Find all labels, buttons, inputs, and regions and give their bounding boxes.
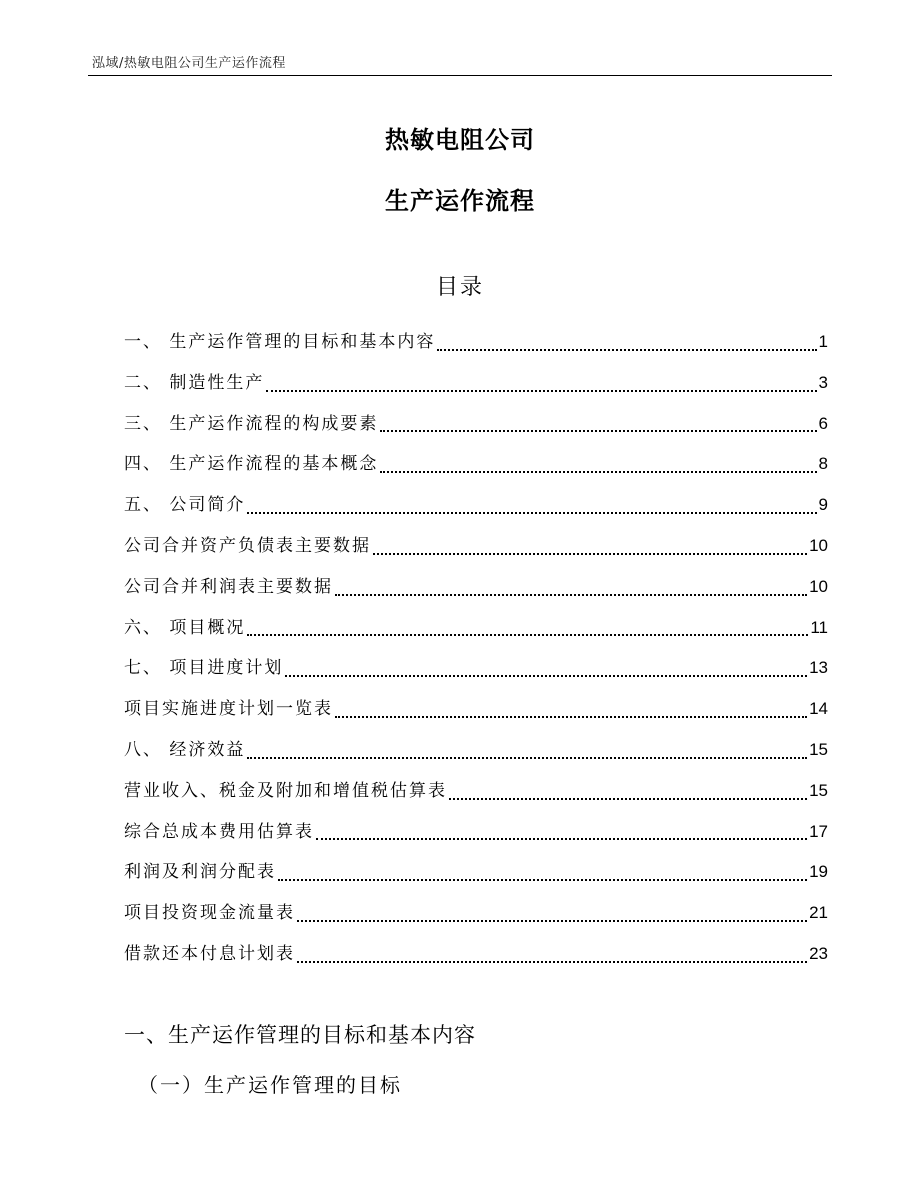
toc-item-label: 公司合并利润表主要数据	[124, 576, 333, 597]
document-subtitle: 生产运作流程	[385, 187, 535, 215]
toc-item-label: 营业收入、税金及附加和增值税估算表	[124, 780, 447, 801]
toc-dot-leader	[335, 594, 807, 596]
toc-item-label: 三、 生产运作流程的构成要素	[124, 413, 379, 434]
toc-item-page: 1	[818, 332, 828, 351]
toc-item-page: 10	[809, 535, 828, 555]
toc-item[interactable]	[124, 730, 828, 771]
toc-dot-leader	[247, 634, 808, 636]
toc-item[interactable]	[124, 444, 828, 485]
toc-item-page: 8	[818, 454, 828, 474]
toc-item-label: 四、 生产运作流程的基本概念	[124, 454, 379, 475]
toc-item-page: 15	[809, 739, 828, 759]
toc-item-label: 二、 制造性生产	[124, 372, 265, 393]
toc-item-page: 11	[810, 617, 828, 637]
toc-item-page: 17	[809, 821, 828, 841]
toc-dot-leader	[297, 920, 807, 922]
toc-item-label: 公司合并资产负债表主要数据	[124, 535, 371, 556]
toc-dot-leader	[373, 553, 807, 555]
toc-dot-leader	[437, 349, 816, 351]
toc-dot-leader	[247, 512, 816, 514]
toc-item-page: 14	[809, 699, 828, 719]
toc-item-label: 八、 经济效益	[124, 739, 246, 760]
toc-dot-leader	[335, 716, 807, 718]
toc-item[interactable]	[124, 934, 828, 975]
toc-item-label: 项目投资现金流量表	[124, 903, 295, 924]
section-heading: 一、生产运作管理的目标和基本内容	[124, 1023, 476, 1047]
toc-dot-leader	[297, 961, 807, 963]
toc-item-page: 21	[809, 903, 828, 923]
toc-dot-leader	[316, 838, 807, 840]
toc-item[interactable]	[124, 567, 828, 608]
toc-item-label: 项目实施进度计划一览表	[124, 699, 333, 720]
toc-item-page: 19	[809, 862, 828, 882]
toc-dot-leader	[449, 798, 807, 800]
toc-item[interactable]	[124, 485, 828, 526]
toc-item[interactable]	[124, 689, 828, 730]
toc-item[interactable]	[124, 812, 828, 853]
toc-item-label: 六、 项目概况	[124, 617, 246, 638]
toc-item-page: 13	[809, 658, 828, 678]
toc-item-label: 利润及利润分配表	[124, 862, 276, 883]
toc-item-page: 6	[818, 413, 828, 433]
toc-item[interactable]	[124, 648, 828, 689]
toc-heading: 目录	[435, 275, 484, 300]
toc-item-label: 借款还本付息计划表	[124, 943, 295, 964]
toc-item-label: 五、 公司简介	[124, 495, 246, 516]
toc-item-page: 10	[809, 576, 828, 596]
toc-item[interactable]	[124, 771, 828, 812]
toc-dot-leader	[380, 471, 816, 473]
toc-item-page: 15	[809, 780, 828, 800]
toc-item-page: 23	[809, 943, 828, 963]
toc-item-label: 一、 生产运作管理的目标和基本内容	[124, 332, 436, 352]
header-rule	[88, 75, 832, 76]
toc-item-page: 3	[818, 372, 828, 392]
toc-dot-leader	[285, 675, 807, 677]
subsection-heading: （一）生产运作管理的目标	[138, 1073, 402, 1097]
table-of-contents	[124, 322, 828, 975]
toc-item-label: 七、 项目进度计划	[124, 658, 284, 679]
toc-item[interactable]	[124, 852, 828, 893]
toc-item[interactable]	[124, 404, 828, 445]
toc-item[interactable]	[124, 608, 828, 649]
toc-dot-leader	[278, 879, 807, 881]
toc-item-page: 9	[818, 495, 828, 515]
toc-item[interactable]	[124, 893, 828, 934]
toc-item[interactable]	[124, 526, 828, 567]
toc-item-label: 综合总成本费用估算表	[124, 821, 314, 842]
toc-dot-leader	[380, 430, 816, 432]
document-title: 热敏电阻公司	[385, 126, 535, 154]
toc-dot-leader	[247, 757, 807, 759]
toc-item[interactable]	[124, 363, 828, 404]
running-header: 泓域/热敏电阻公司生产运作流程	[92, 56, 286, 71]
toc-item[interactable]	[124, 322, 828, 363]
toc-dot-leader	[266, 390, 816, 392]
